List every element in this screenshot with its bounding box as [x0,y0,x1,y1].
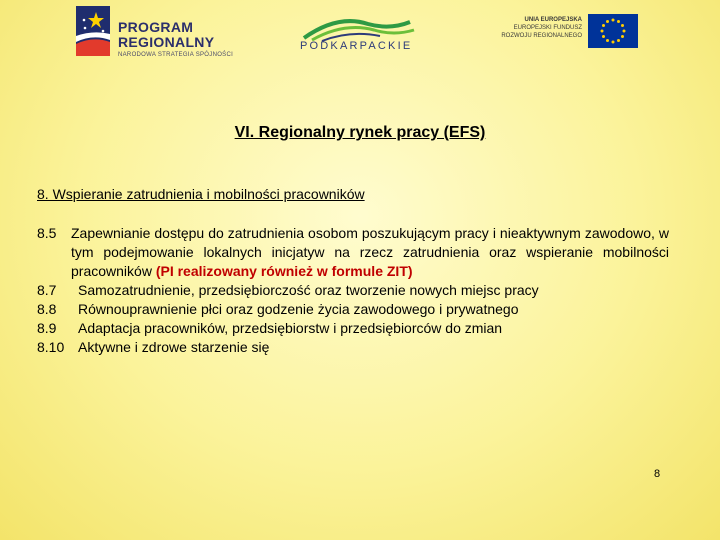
program-logo-tagline: NARODOWA STRATEGIA SPÓJNOŚCI [118,52,234,58]
item-number: 8.9 [37,320,57,336]
program-regionalny-logo [76,6,246,62]
podkarpackie-hills-icon [298,10,416,42]
eu-flag-icon [588,14,638,48]
list-item [37,319,669,338]
podkarpackie-logo [298,10,416,54]
item-text: Adaptacja pracowników, przedsiębiorstw i przedsiębiorców do zmian [78,320,503,336]
program-logo-title: PROGRAM REGIONALNY [118,19,215,50]
slide-title: VI. Regionalny rynek pracy (EFS) [234,124,486,141]
page-number: 8 [654,468,661,480]
item-number: 8.5 [37,225,57,241]
item-text: Równouprawnienie płci oraz godzenie życia zawodowego i prywatnego [78,301,519,317]
list-item [37,224,669,281]
eu-logo [488,14,638,54]
item-text: Zapewnianie dostępu do zatrudnienia osobom poszukującym pracy i nieaktywnym zawodowo, w tym podejmowanie lokalnych inicjatyw na rzecz zatrudnienia oraz wspieranie mobilności pracowników (PI realizowany również w formule ZIT) [71,225,669,279]
eu-logo-text: UNIA EUROPEJSKA EUROPEJSKI FUNDUSZ ROZWOJU REGIONALNEGO [501,17,582,39]
item-number: 8.10 [37,339,65,355]
list-item [37,338,669,357]
zit-highlight: (PI realizowany również w formule ZIT) [155,263,413,279]
priority-list [37,224,669,357]
list-item [37,300,669,319]
item-text: Samozatrudnienie, przedsiębiorczość oraz tworzenie nowych miejsc pracy [78,282,539,298]
section-heading: 8. Wspieranie zatrudnienia i mobilności pracowników [37,186,365,202]
podkarpackie-logo-text: PODKARPACKIE [300,40,413,52]
item-number: 8.8 [37,301,57,317]
header [0,0,720,70]
item-text: Aktywne i zdrowe starzenie się [78,339,270,355]
item-number: 8.7 [37,282,57,298]
program-regionalny-star-icon [76,6,110,56]
list-item [37,281,669,300]
